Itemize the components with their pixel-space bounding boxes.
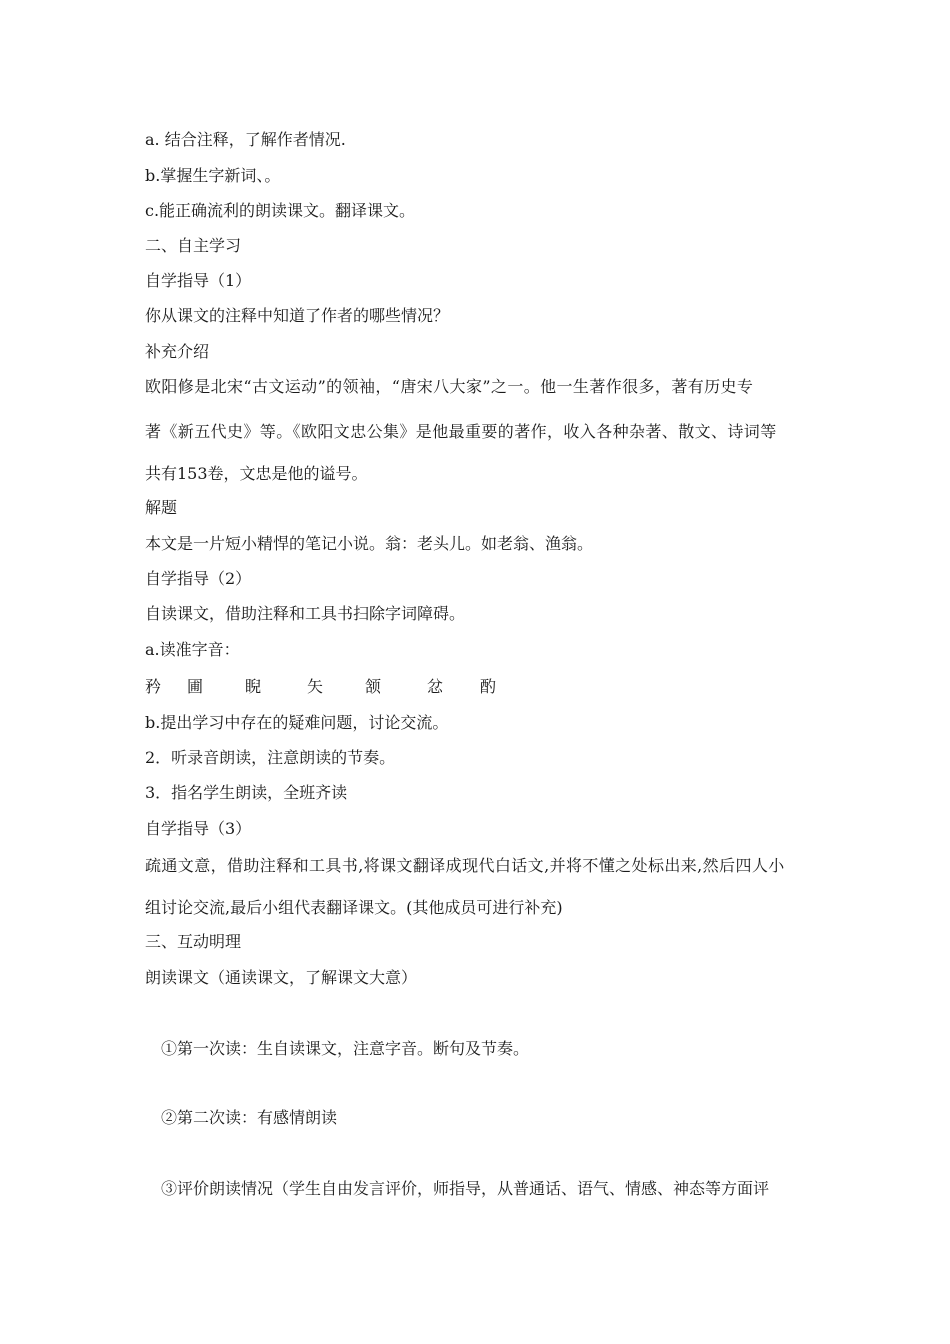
title-explanation-heading: 解题 <box>145 498 178 517</box>
objective-a: a. 结合注释，了解作者情况. <box>145 130 346 149</box>
step-2: 2．听录音朗读，注意朗读的节奏。 <box>145 748 396 767</box>
question-text: 你从课文的注释中知道了作者的哪些情况？ <box>145 306 450 325</box>
list-item: 圃 <box>187 677 204 696</box>
step-3: 3．指名学生朗读，全班齐读 <box>145 783 348 802</box>
list-item: 酌 <box>480 677 497 696</box>
title-explanation-text: 本文是一片短小精悍的笔记小说。翁：老头儿。如老翁、渔翁。 <box>145 534 594 553</box>
paragraph-line: 疏通文意，借助注释和工具书,将课文翻译成现代白话文,并将不懂之处标出来,然后四人小 <box>145 856 785 875</box>
guide-text: 自读课文，借助注释和工具书扫除字词障碍。 <box>145 604 466 623</box>
pronunciation-label: a.读准字音： <box>145 640 240 659</box>
supplement-heading: 补充介绍 <box>145 342 210 361</box>
paragraph-line: 共有153卷，文忠是他的谥号。 <box>145 464 368 483</box>
objective-c: c.能正确流利的朗读课文。翻译课文。 <box>145 201 416 220</box>
reading-step-1: ①第一次读：生自读课文，注意字音。断句及节奏。 <box>161 1039 530 1058</box>
list-item: 忿 <box>427 677 444 696</box>
list-item: 颔 <box>365 677 382 696</box>
paragraph-line: 组讨论交流,最后小组代表翻译课文。(其他成员可进行补充) <box>145 898 563 917</box>
guide-heading-2: 自学指导（2） <box>145 569 252 588</box>
guide-heading-1: 自学指导（1） <box>145 271 252 290</box>
guide-heading-3: 自学指导（3） <box>145 819 252 838</box>
section-heading-3: 三、互动明理 <box>145 932 242 951</box>
list-item: 睨 <box>245 677 262 696</box>
reading-step-2: ②第二次读：有感情朗读 <box>161 1108 338 1127</box>
section-heading-2: 二、自主学习 <box>145 236 242 255</box>
reading-step-3: ③评价朗读情况（学生自由发言评价，师指导，从普通话、语气、情感、神态等方面评 <box>161 1179 770 1198</box>
discussion-text: b.提出学习中存在的疑难问题，讨论交流。 <box>145 713 449 732</box>
paragraph-line: 著《新五代史》等。《欧阳文忠公集》是他最重要的著作，收入各种杂著、散文、诗词等 <box>145 422 777 441</box>
objective-b: b.掌握生字新词、。 <box>145 166 281 185</box>
character-list <box>145 677 545 697</box>
list-item: 矢 <box>307 677 324 696</box>
paragraph-line: 欧阳修是北宋“古文运动”的领袖，“唐宋八大家”之一。他一生著作很多，著有历史专 <box>145 377 754 396</box>
reading-heading: 朗读课文（通读课文，了解课文大意） <box>145 968 418 987</box>
list-item: 矜 <box>145 677 162 696</box>
